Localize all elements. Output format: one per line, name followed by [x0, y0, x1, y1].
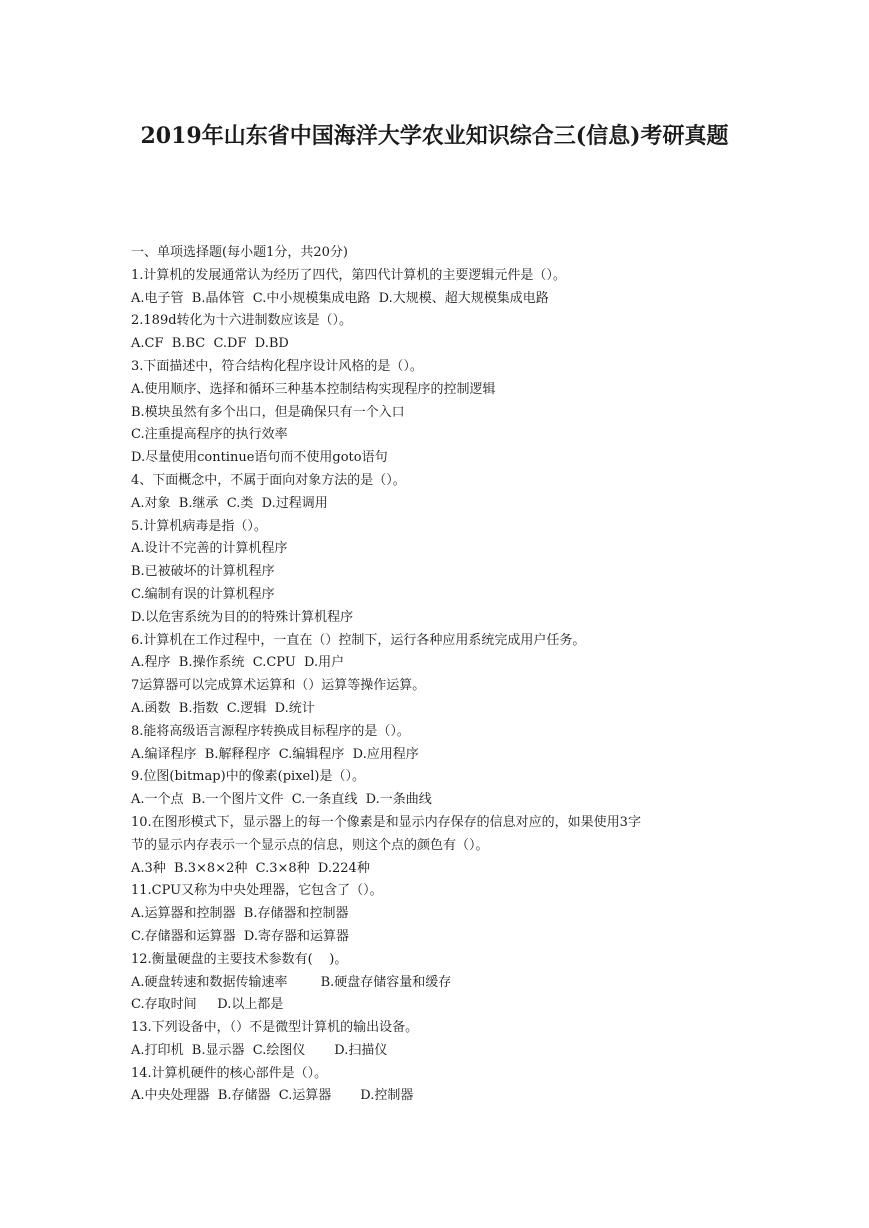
question-2: 2.189d转化为十六进制数应该是（）。: [131, 313, 353, 329]
question-14-options: A.中央处理器 B.存储器 C.运算器 D.控制器: [131, 1088, 414, 1104]
question-10-options: A.3种 B.3×8×2种 C.3×8种 D.224种: [131, 860, 370, 876]
section-heading: 一、单项选择题(每小题1分，共20分): [131, 245, 348, 260]
question-4-options: A.对象 B.继承 C.类 D.过程调用: [131, 495, 328, 511]
document-body: [131, 242, 751, 1108]
question-5-option-b: B.已被破坏的计算机程序: [131, 564, 275, 580]
question-9-options: A.一个点 B.一个图片文件 C.一条直线 D.一条曲线: [131, 792, 432, 808]
question-13-options: A.打印机 B.显示器 C.绘图仪 D.扫描仪: [131, 1042, 388, 1058]
question-6: 6.计算机在工作过程中，一直在（）控制下，运行各种应用系统完成用户任务。: [131, 632, 586, 648]
question-5: 5.计算机病毒是指（）。: [131, 518, 267, 534]
question-4: 4、下面概念中，不属于面向对象方法的是（）。: [131, 472, 406, 488]
question-6-options: A.程序 B.操作系统 C.CPU D.用户: [131, 655, 345, 671]
question-13: 13.下列设备中，（）不是微型计算机的输出设备。: [131, 1020, 419, 1036]
question-5-option-a: A.设计不完善的计算机程序: [131, 541, 288, 557]
question-5-option-c: C.编制有误的计算机程序: [131, 586, 275, 602]
question-3-option-d: D.尽量使用continue语句而不使用goto语句: [131, 450, 388, 466]
question-11: 11.CPU又称为中央处理器，它包含了（）。: [131, 883, 383, 899]
question-10-line-2: 节的显示内存表示一个显示点的信息，则这个点的颜色有（）。: [131, 837, 489, 853]
question-9: 9.位图(bitmap)中的像素(pixel)是（）。: [131, 769, 365, 785]
question-12: 12.衡量硬盘的主要技术参数有( )。: [131, 951, 348, 967]
question-3: 3.下面描述中，符合结构化程序设计风格的是（）。: [131, 358, 423, 374]
question-3-option-a: A.使用顺序、选择和循环三种基本控制结构实现程序的控制逻辑: [131, 381, 496, 397]
question-5-option-d: D.以危害系统为目的的特殊计算机程序: [131, 609, 354, 625]
question-14: 14.计算机硬件的核心部件是（）。: [131, 1065, 328, 1081]
question-7: 7运算器可以完成算术运算和（）运算等操作运算。: [131, 678, 426, 694]
question-12-options-cd: C.存取时间 D.以上都是: [131, 997, 284, 1013]
question-11-options-ab: A.运算器和控制器 B.存储器和控制器: [131, 906, 349, 922]
question-1: 1.计算机的发展通常认为经历了四代，第四代计算机的主要逻辑元件是（）。: [131, 267, 566, 283]
question-2-options: A.CF B.BC C.DF D.BD: [131, 336, 289, 352]
question-8: 8.能将高级语言源程序转换成目标程序的是（）。: [131, 723, 410, 739]
question-1-options: A.电子管 B.晶体管 C.中小规模集成电路 D.大规模、超大规模集成电路: [131, 290, 549, 306]
question-12-options-ab: A.硬盘转速和数据传输速率 B.硬盘存储容量和缓存: [131, 974, 452, 990]
question-11-options-cd: C.存储器和运算器 D.寄存器和运算器: [131, 928, 349, 944]
question-8-options: A.编译程序 B.解释程序 C.编辑程序 D.应用程序: [131, 746, 419, 762]
question-10-line-1: 10.在图形模式下，显示器上的每一个像素是和显示内存保存的信息对应的，如果使用3字: [131, 814, 641, 830]
question-3-option-b: B.模块虽然有多个出口，但是确保只有一个入口: [131, 404, 405, 420]
question-3-option-c: C.注重提高程序的执行效率: [131, 427, 288, 443]
document-title: 2019年山东省中国海洋大学农业知识综合三(信息)考研真题: [140, 123, 729, 149]
question-7-options: A.函数 B.指数 C.逻辑 D.统计: [131, 700, 315, 716]
